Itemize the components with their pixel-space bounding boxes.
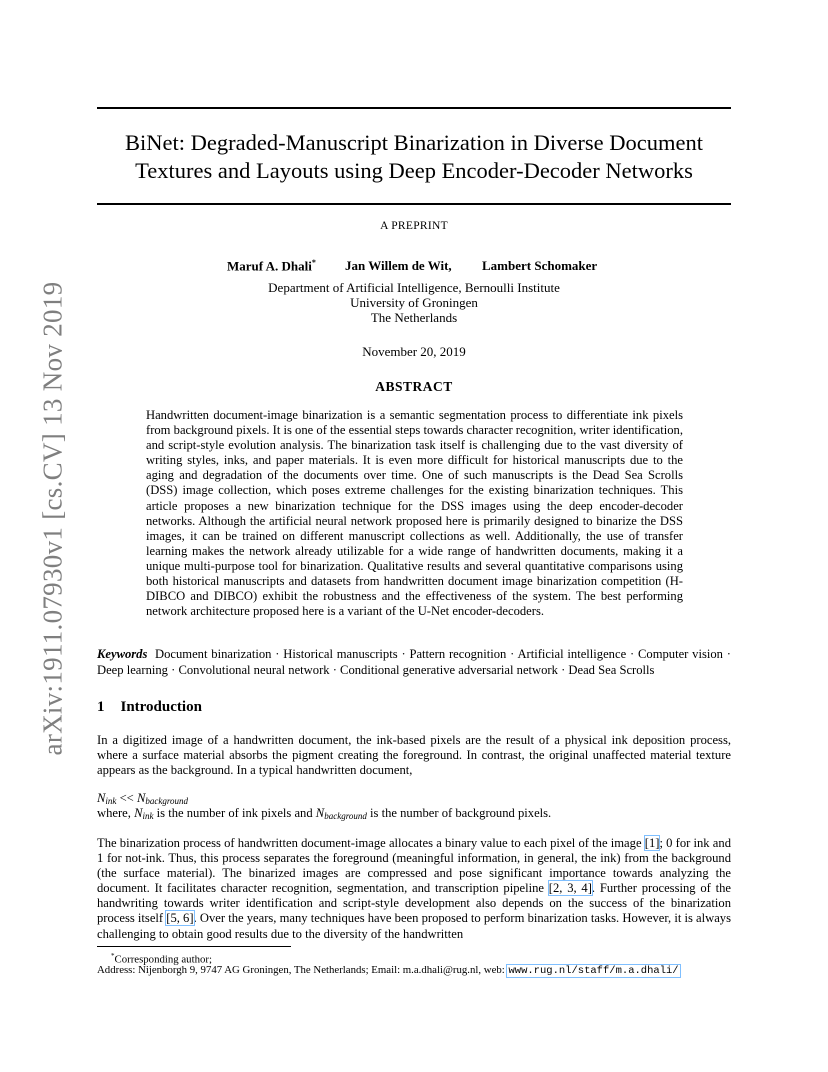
author-1 xyxy=(227,258,316,274)
top-rule xyxy=(97,107,731,109)
where-mid: is the number of ink pixels and xyxy=(156,806,313,820)
math-inequality xyxy=(97,791,188,806)
citation-link-1[interactable]: [1] xyxy=(644,836,660,850)
keywords-label: Keywords xyxy=(97,647,148,661)
affiliation xyxy=(97,280,731,325)
section-heading xyxy=(97,699,202,716)
p2-part-a: The binarization process of handwritten document-image allocates a binary value to each pixel of the image xyxy=(97,836,642,850)
math-n: N xyxy=(97,791,106,805)
footnote-text-1: Corresponding author; xyxy=(114,953,212,966)
author-3: Lambert Schomaker xyxy=(482,258,598,273)
abstract-heading: ABSTRACT xyxy=(375,379,453,394)
p2-part-d: . Further processing of the handwriting towards writer identification and script-style development also depends on the success of the binarization process itself xyxy=(97,881,731,926)
p2-part-b: ; 0 for ink and 1 for not-ink. Thus, this process separates the foreground (meaningful information, in general, the ink) from the background (the surface material). The binarized images are compressed and pose significant importance towards analyzing the document. It facilitates character recognition, segmentation, and transcription pipeline xyxy=(97,836,731,896)
where-end: is the number of background pixels. xyxy=(370,806,552,820)
footnote-mark: * xyxy=(111,952,115,960)
title-bottom-rule xyxy=(97,203,731,205)
preprint-label: A PREPRINT xyxy=(380,220,448,232)
arxiv-stamp: arXiv:1911.07930v1 [cs.CV] 13 Nov 2019 xyxy=(37,281,68,756)
footnote-line-2 xyxy=(97,964,680,978)
footnote-text-2: Address: Nijenborgh 9, 9747 AG Groningen, The Netherlands; Email: m.a.dhali@rug.nl, web: xyxy=(97,964,505,976)
math-explanation xyxy=(97,806,731,824)
paper-title xyxy=(97,129,731,185)
section-title: Introduction xyxy=(120,699,202,715)
math-sub-ink-2: ink xyxy=(142,811,154,821)
affiliation-line-1: Department of Artificial Intelligence, Bernoulli Institute xyxy=(268,280,560,295)
author-footnote-mark: * xyxy=(311,258,316,267)
p2-part-e: . Over the years, many techniques have been proposed to perform binarization tasks. However, it is always challenging to obtain good results due to the diversity of the handwritten xyxy=(97,911,731,941)
math-n-3: N xyxy=(134,806,143,820)
section-number: 1 xyxy=(97,699,105,715)
intro-paragraph-2 xyxy=(97,836,731,942)
math-sub-background: background xyxy=(145,796,189,806)
math-n-4: N xyxy=(315,806,325,820)
math-sub-ink: ink xyxy=(105,796,117,806)
homepage-link[interactable]: www.rug.nl/staff/m.a.dhali/ xyxy=(508,965,679,977)
keywords-text: Document binarization · Historical manuscripts · Pattern recognition · Artificial intelligence · Computer vision · Deep learning · Convolutional neural network · Conditional generative adversarial network · Dead Sea Scrolls xyxy=(97,647,731,677)
affiliation-line-2: University of Groningen xyxy=(350,295,478,310)
math-n-2: N xyxy=(136,791,146,805)
citation-link-2[interactable]: [2, 3, 4] xyxy=(548,881,592,896)
citation-link-3[interactable]: [5, 6] xyxy=(166,911,194,926)
title-line-2: Textures and Layouts using Deep Encoder-Decoder Networks xyxy=(135,158,693,183)
math-operator: << xyxy=(119,791,134,805)
affiliation-line-3: The Netherlands xyxy=(370,310,458,325)
abstract-text: Handwritten document-image binarization is a semantic segmentation process to differentiate ink pixels from background pixels. It is one of the essential steps towards character recognition, writer identification, and script-style evolution analysis. The binarization task itself is challenging due to the vast diversity of writing styles, inks, and paper materials. It is even more difficult for historical manuscripts due to the aging and degradation of the documents over time. One of such manuscripts is the Dead Sea Scrolls (DSS) image collection, which poses extreme challenges for the existing binarization techniques. This article proposes a new binarization technique for the DSS images using the deep encoder-decoder networks. Although the artificial neural network proposed here is primarily designed to binarize the DSS images, it can be trained on different manuscript collections as well. Additionally, the use of transfer learning makes the network already utilizable for a wide range of handwritten documents, making it a unique multi-purpose tool for binarization. Qualitative results and several quantitative comparisons using both historical manuscripts and datasets from handwritten document image binarization competition (H-DIBCO and DIBCO) exhibit the robustness and the effectiveness of the system. The best performing network architecture proposed here is a variant of the U-Net encoder-decoders. xyxy=(146,408,683,619)
keywords xyxy=(97,647,731,678)
author-2: Jan Willem de Wit, xyxy=(345,258,452,273)
paper-date: November 20, 2019 xyxy=(362,344,466,359)
intro-paragraph-1: In a digitized image of a handwritten document, the ink-based pixels are the result of a physical ink deposition process, where a surface material absorbs the pigment creating the foreground. In contrast, the original unaffected material texture appears as the background. In a typical handwritten document, xyxy=(97,733,731,778)
author-1-name: Maruf A. Dhali xyxy=(227,258,312,274)
math-sub-background-2: background xyxy=(324,811,367,821)
title-line-1: BiNet: Degraded-Manuscript Binarization in Diverse Document xyxy=(125,130,703,155)
footnote-rule xyxy=(97,946,291,947)
where-prefix: where, xyxy=(97,806,131,820)
